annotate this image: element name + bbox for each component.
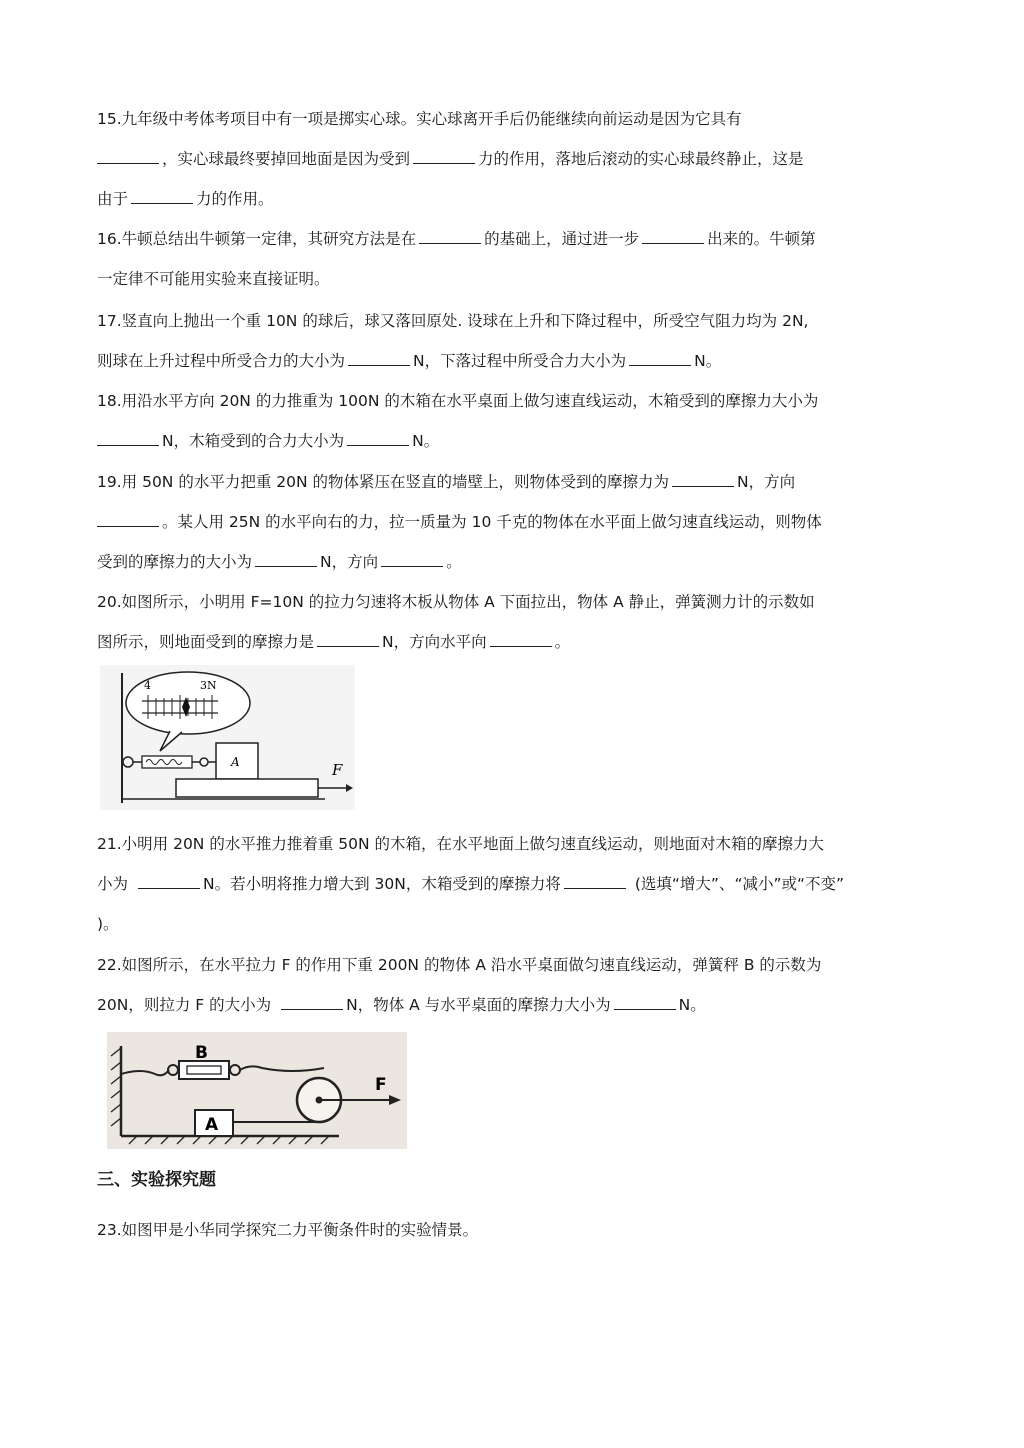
q15-line1: 15.九年级中考体考项目中有一项是掷实心球。实心球离开手后仍能继续向前运动是因为它具有: [97, 110, 742, 128]
q18-line1: 18.用沿水平方向 20N 的力推重为 100N 的木箱在水平桌面上做匀速直线运动，木箱受到的摩擦力大小为: [97, 392, 819, 410]
spring-scale-body: [142, 756, 192, 768]
q19-line3: 受到的摩擦力的大小为 N，方向 。: [97, 553, 462, 571]
answer-blank[interactable]: [131, 189, 193, 204]
answer-blank[interactable]: [97, 149, 159, 164]
board: [176, 779, 318, 797]
answer-blank[interactable]: [97, 512, 159, 527]
answer-blank[interactable]: [317, 632, 379, 647]
q18-line2: N，木箱受到的合力大小为 N。: [97, 430, 927, 452]
q22-line1: 22.如图所示，在水平拉力 F 的作用下重 200N 的物体 A 沿水平桌面做匀速直线运动，弹簧秤 B 的示数为: [97, 956, 822, 974]
q19-line1: 19.用 50N 的水平力把重 20N 的物体紧压在竖直的墙壁上，则物体受到的摩擦力为 N，方向: [97, 473, 796, 491]
answer-blank[interactable]: [419, 229, 481, 244]
answer-blank[interactable]: [281, 995, 343, 1010]
answer-blank[interactable]: [490, 632, 552, 647]
answer-blank[interactable]: [629, 351, 691, 366]
q17-line1: 17.竖直向上抛出一个重 10N 的球后，球又落回原处. 设球在上升和下降过程中，所受空气阻力均为 2N,: [97, 312, 809, 330]
q23-line1: 23.如图甲是小华同学探究二力平衡条件时的实验情景。: [97, 1221, 479, 1239]
answer-blank[interactable]: [642, 229, 704, 244]
q22-line2: 20N，则拉力 F 的大小为 N，物体 A 与水平桌面的摩擦力大小为 N。: [97, 996, 706, 1014]
q21-line3: )。: [97, 915, 119, 933]
force-label: F: [332, 761, 343, 779]
answer-blank[interactable]: [97, 431, 159, 446]
q20-line1: 20.如图所示，小明用 F=10N 的拉力匀速将木板从物体 A 下面拉出，物体 A 静止，弹簧测力计的示数如: [97, 593, 815, 611]
block-label: A: [231, 755, 240, 769]
answer-blank[interactable]: [413, 149, 475, 164]
answer-blank[interactable]: [138, 874, 200, 889]
q17-line2: 则球在上升过程中所受合力的大小为 N，下落过程中所受合力大小为 N。: [97, 352, 722, 370]
q21-line2: 小为 N。若小明将推力增大到 30N，木箱受到的摩擦力将 (选填“增大”、“减小”或“不变”: [97, 875, 845, 893]
section-heading: 三、实验探究题: [97, 1170, 216, 1190]
answer-blank[interactable]: [614, 995, 676, 1010]
q20-line2: 图所示，则地面受到的摩擦力是 N，方向水平向 。: [97, 633, 571, 651]
answer-blank[interactable]: [347, 431, 409, 446]
block-label: A: [205, 1115, 219, 1135]
q16-line2: 一定律不可能用实验来直接证明。: [97, 270, 330, 288]
q22-figure: [107, 1032, 407, 1149]
answer-blank[interactable]: [672, 472, 734, 487]
spring-label: B: [195, 1043, 208, 1063]
spring-scale-diagram: [100, 665, 355, 810]
answer-blank[interactable]: [255, 552, 317, 567]
answer-blank[interactable]: [348, 351, 410, 366]
q15-line2: ，实心球最终要掉回地面是因为受到 力的作用，落地后滚动的实心球最终静止，这是: [97, 148, 927, 170]
q16-line1: 16.牛顿总结出牛顿第一定律，其研究方法是在 的基础上，通过进一步 出来的。牛顿第: [97, 230, 816, 248]
scale-label-left: 4: [144, 679, 151, 692]
answer-blank[interactable]: [564, 874, 626, 889]
force-label: F: [375, 1075, 387, 1095]
q21-line1: 21.小明用 20N 的水平推力推着重 50N 的木箱，在水平地面上做匀速直线运动，则地面对木箱的摩擦力大: [97, 835, 824, 853]
q19-line2: 。某人用 25N 的水平向右的力，拉一质量为 10 千克的物体在水平面上做匀速直线运动，则物体: [97, 511, 927, 533]
q15-line3: 由于 力的作用。: [97, 190, 274, 208]
q20-figure: [100, 665, 355, 810]
pulley-diagram: [107, 1032, 407, 1149]
scale-label-right: 3N: [200, 679, 217, 692]
answer-blank[interactable]: [381, 552, 443, 567]
